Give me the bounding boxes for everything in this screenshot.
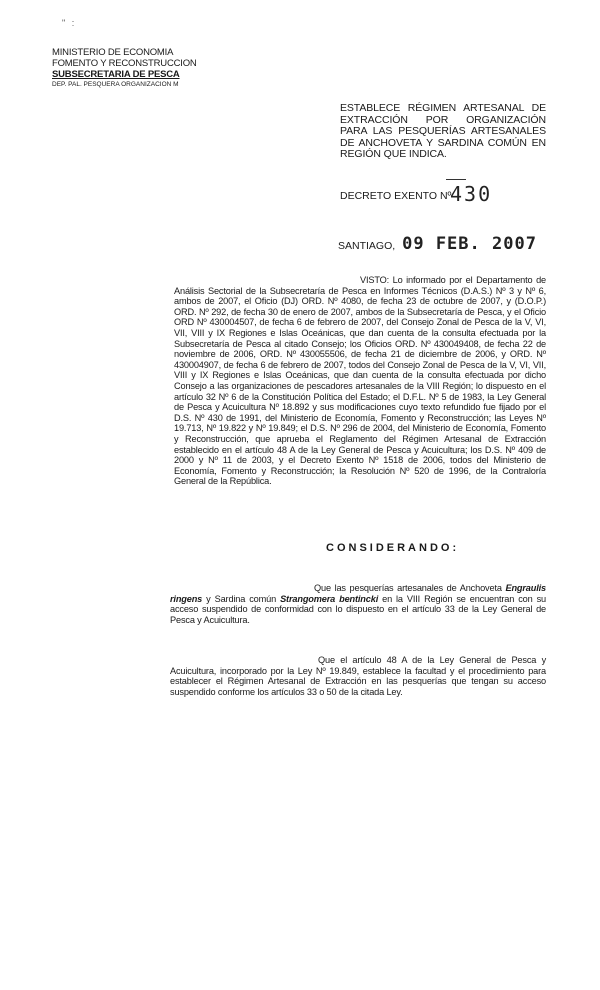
ministry-letterhead bbox=[52, 47, 197, 89]
species-anchoveta: Engraulis ringens bbox=[170, 583, 546, 604]
considerando-heading: CONSIDERANDO: bbox=[326, 542, 460, 554]
decree-label: DECRETO EXENTO Nº bbox=[340, 190, 452, 202]
visto-lead: VISTO: Lo informado por el Departamento de bbox=[360, 275, 546, 285]
considerando-paragraph-1 bbox=[170, 583, 546, 625]
subsecretaria-line: SUBSECRETARIA DE PESCA bbox=[52, 69, 180, 80]
date-line bbox=[338, 234, 537, 254]
visto-paragraph bbox=[174, 275, 546, 487]
para2-rest: y Acuicultura, incorporado por la Ley Nº 19.849, establece la facultad y el procedimiento para establecer el Régimen Artesanal de Extracción en las pesquerías que tengan su acceso suspendido conforme los artículos 33 o 50 de la citada Ley. bbox=[170, 655, 547, 697]
handwritten-dash bbox=[446, 179, 466, 180]
considerando-paragraph-2 bbox=[170, 655, 546, 697]
visto-body: Análisis Sectorial de la Subsecretaría de Pesca en Informes Técnicos (D.A.S.) Nº 3 y Nº 6, ambos de 2007, el Oficio (DJ) ORD. Nº 4080, de fecha 23 de octubre de 2007, y (D.O.P.) ORD. Nº 292, de fecha 30 de enero de 2007, ambos de la Subsecretaría de Pesca, y el Oficio ORD Nº 430004507, de fecha 6 de febrero de 2007, del Consejo Zonal de Pesca de la V, VI, VII, VIII y IX Regiones e Islas Oceánicas, que dan cuenta de la consulta efectuada por la Subsecretaría de Pesca al citado Consejo; los Oficios ORD. Nº 430049408, de fecha 22 de noviembre de 2006, ORD. Nº 430055506, de fecha 21 de diciembre de 2006, y ORD. Nº 430004907, de fecha 6 de febrero de 2007, todos del Consejo Zonal de Pesca de la V, VI, VII, VIII y IX Regiones e Islas Oceánicas, que dan cuenta de la consulta efectuada por dicho Consejo a las organizaciones de pescadores artesanales de la VIII Región; lo dispuesto en el artículo 32 Nº 6 de la Constitución Política del Estado; el D.F.L. Nº 5 de 1983, la Ley General de Pesca y Acuicultura Nº 18.892 y sus modificaciones cuyo texto refundido fue fijado por el D.S. Nº 430 de 1991, del Ministerio de Economía, Fomento y Reconstrucción; las Leyes Nº 19.713, Nº 19.822 y Nº 19.849; el D.S. Nº 296 de 2004, del Ministerio de Economía, Fomento y Reconstrucción, que aprueba el Reglamento del Régimen Artesanal de Extracción establecido en el artículo 48 A de la Ley General de Pesca y Acuicultura; los D.S. Nº 409 de 2000 y Nº 11 de 2003, y el Decreto Exento Nº 1518 de 2006, todos del Ministerio de Economía, Fomento y Reconstrucción; la Resolución Nº 520 de 1996, de la Contraloría General de la República. bbox=[174, 285, 546, 487]
city-label: SANTIAGO, bbox=[338, 240, 396, 252]
para1-mid: y Sardina común bbox=[206, 593, 277, 604]
species-sardina: Strangomera bentincki bbox=[280, 593, 379, 604]
department-line: DEP. PAL. PESQUERA ORGANIZACION M bbox=[52, 81, 179, 88]
para1-rest: en la VIII Región se encuentran con su acceso suspendido de conformidad con lo dispuesto en el artículo 33 de la Ley General de Pesca y Acuicultura. bbox=[170, 593, 546, 625]
para1-lead: Que las pesquerías artesanales de Anchoveta bbox=[314, 583, 502, 593]
ministry-line-2: FOMENTO Y RECONSTRUCCION bbox=[52, 58, 197, 69]
date-stamp: 09 FEB. 2007 bbox=[402, 234, 537, 254]
decree-title: ESTABLECE RÉGIMEN ARTESANAL DE EXTRACCIÓN POR ORGANIZACIÓN PARA LAS PESQUERÍAS ARTESANALES DE ANCHOVETA Y SARDINA COMÚN EN REGIÓN QUE INDICA. bbox=[340, 102, 546, 160]
corner-mark: " : bbox=[62, 18, 77, 28]
decree-number: 430 bbox=[450, 182, 493, 206]
decree-number-line bbox=[340, 182, 493, 206]
ministry-line-1: MINISTERIO DE ECONOMIA bbox=[52, 47, 174, 58]
para2-lead: Que el artículo 48 A de la Ley General de Pesca bbox=[318, 655, 537, 665]
